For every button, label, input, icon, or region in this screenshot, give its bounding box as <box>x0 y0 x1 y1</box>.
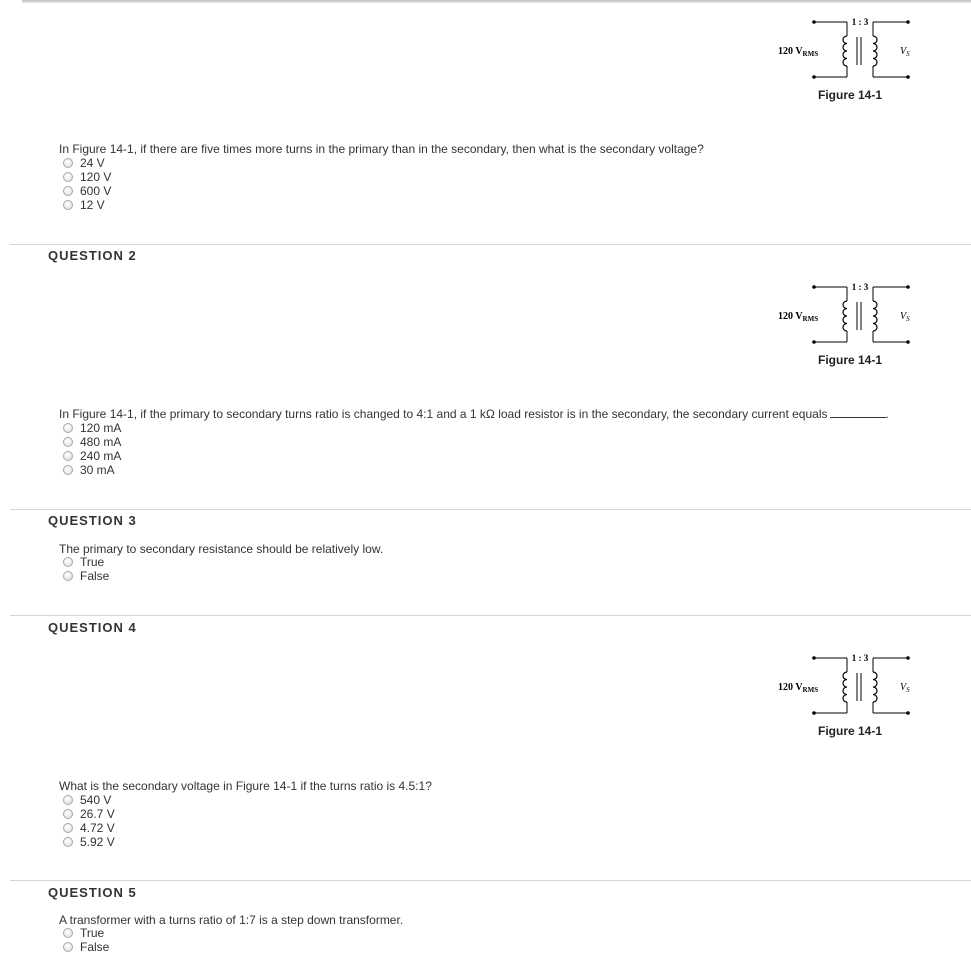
primary-voltage-label: 120 $V_{RMS}$ <box>778 311 819 323</box>
transformer-figure <box>772 650 917 750</box>
radio-button[interactable] <box>63 837 73 847</box>
question-2-header: QUESTION 2 <box>48 248 137 263</box>
option-label: 480 mA <box>80 435 122 449</box>
option-label: True <box>80 926 105 940</box>
divider <box>10 615 971 616</box>
question-5-text: A transformer with a turns ratio of 1:7 is a step down transformer. <box>59 913 404 927</box>
answer-blank <box>830 407 886 418</box>
question-4-options <box>63 793 115 849</box>
transformer-diagram <box>772 279 917 351</box>
radio-button[interactable] <box>63 451 73 461</box>
radio-button[interactable] <box>63 172 73 182</box>
primary-voltage-label: 120 $V_{RMS}$ <box>778 46 819 58</box>
question-2-text-body: In Figure 14-1, if the primary to secondary turns ratio is changed to 4:1 and a 1 kΩ load resistor is in the secondary, the secondary current equals <box>59 407 828 421</box>
radio-button[interactable] <box>63 942 73 952</box>
question-2-options <box>63 421 121 477</box>
option[interactable] <box>63 835 115 849</box>
radio-button[interactable] <box>63 437 73 447</box>
divider <box>10 509 971 510</box>
option-label: False <box>80 940 110 954</box>
question-2-text <box>59 407 889 421</box>
option-label: 24 V <box>80 156 105 170</box>
option-label: 600 V <box>80 184 112 198</box>
question-5-header: QUESTION 5 <box>48 885 137 900</box>
option[interactable] <box>63 463 121 477</box>
option[interactable] <box>63 793 115 807</box>
question-3-options <box>63 555 109 583</box>
option-label: 5.92 V <box>80 835 115 849</box>
figure-caption: Figure 14-1 <box>818 88 883 102</box>
option[interactable] <box>63 421 121 435</box>
transformer-diagram <box>772 650 917 722</box>
radio-button[interactable] <box>63 465 73 475</box>
radio-button[interactable] <box>63 423 73 433</box>
question-1-text: In Figure 14-1, if there are five times more turns in the primary than in the secondary, then what is the secondary voltage? <box>59 142 704 156</box>
question-2-text-end: . <box>885 407 889 421</box>
option[interactable] <box>63 926 109 940</box>
option[interactable] <box>63 435 121 449</box>
option-label: 120 V <box>80 170 112 184</box>
question-4-text: What is the secondary voltage in Figure 14-1 if the turns ratio is 4.5:1? <box>59 779 432 793</box>
secondary-voltage-label: $V_S$ <box>900 46 910 58</box>
radio-button[interactable] <box>63 795 73 805</box>
top-shadow-bar <box>22 0 971 3</box>
option[interactable] <box>63 198 111 212</box>
figure-caption: Figure 14-1 <box>818 724 883 738</box>
turns-ratio-label: 1 : 3 <box>851 653 869 663</box>
turns-ratio-label: 1 : 3 <box>851 282 869 292</box>
option[interactable] <box>63 821 115 835</box>
option-label: 120 mA <box>80 421 122 435</box>
radio-button[interactable] <box>63 823 73 833</box>
figure-caption: Figure 14-1 <box>818 353 883 367</box>
transformer-diagram <box>772 14 917 86</box>
primary-voltage-label: 120 $V_{RMS}$ <box>778 682 819 694</box>
option[interactable] <box>63 569 109 583</box>
question-5-options <box>63 926 109 954</box>
divider <box>10 880 971 881</box>
option[interactable] <box>63 449 121 463</box>
secondary-voltage-label: $V_S$ <box>900 311 910 323</box>
turns-ratio-label: 1 : 3 <box>851 17 869 27</box>
option-label: False <box>80 569 110 583</box>
option-label: 30 mA <box>80 463 115 477</box>
radio-button[interactable] <box>63 928 73 938</box>
transformer-figure <box>772 279 917 379</box>
question-1-options <box>63 156 111 212</box>
radio-button[interactable] <box>63 571 73 581</box>
option-label: True <box>80 555 105 569</box>
radio-button[interactable] <box>63 186 73 196</box>
option[interactable] <box>63 184 111 198</box>
option-label: 26.7 V <box>80 807 115 821</box>
option[interactable] <box>63 807 115 821</box>
option-label: 240 mA <box>80 449 122 463</box>
divider <box>10 244 971 245</box>
secondary-voltage-label: $V_S$ <box>900 682 910 694</box>
question-4-header: QUESTION 4 <box>48 620 137 635</box>
option-label: 12 V <box>80 198 105 212</box>
radio-button[interactable] <box>63 809 73 819</box>
question-3-text: The primary to secondary resistance should be relatively low. <box>59 542 384 556</box>
question-3-header: QUESTION 3 <box>48 513 137 528</box>
option[interactable] <box>63 170 111 184</box>
option[interactable] <box>63 156 111 170</box>
option[interactable] <box>63 555 109 569</box>
radio-button[interactable] <box>63 200 73 210</box>
transformer-figure <box>772 14 917 114</box>
option-label: 540 V <box>80 793 112 807</box>
radio-button[interactable] <box>63 158 73 168</box>
option-label: 4.72 V <box>80 821 115 835</box>
option[interactable] <box>63 940 109 954</box>
radio-button[interactable] <box>63 557 73 567</box>
